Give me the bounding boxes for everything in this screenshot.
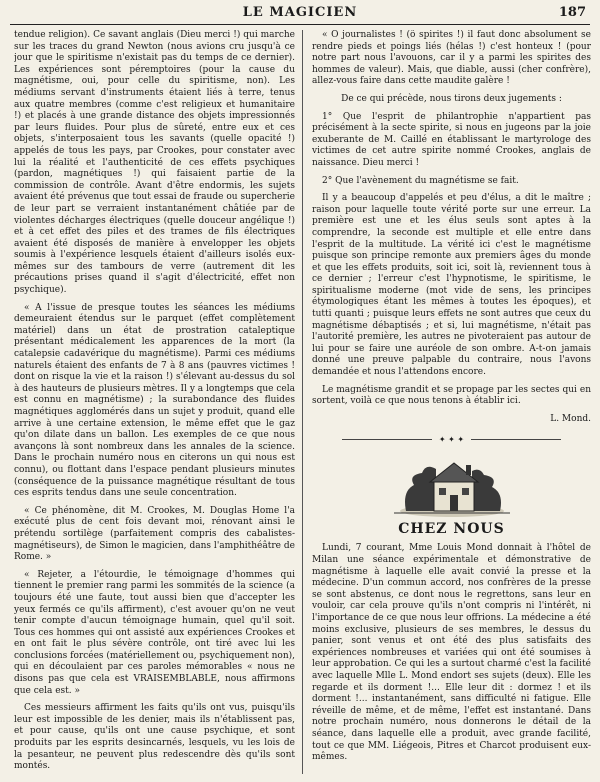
signature: L. Mond. xyxy=(550,413,591,424)
page-header xyxy=(0,0,600,26)
section-title: CHEZ NOUS xyxy=(398,521,505,538)
judgment-1: 1° Que l'esprit de philantrophie n'appartient pas précisément à la secte spirite, si nous en jugeons par la joie exuberante de M. Caillé en établissant le martyrologe des victimes de cet autre spirite nommé Crookes, anglais de naissance. Dieu merci ! xyxy=(312,111,591,168)
paragraph: Ces messieurs affirment les faits qu'ils ont vus, puisqu'ils leur est impossible de les denier, mais ils n'établissent pas, et pour cause, qu'ils ont une cause psychique, et sont produits par les esprits desincarnés, lesquels, vu les lois de la pesanteur, ne peuvent plus redescendre dès qu'ils sont montés. xyxy=(14,703,295,772)
column-separator xyxy=(302,30,303,774)
paragraph: Le magnétisme grandit et se propage par les sectes qui en sortent, voilà ce que nous tenons à établir ici. xyxy=(312,384,591,407)
judgments-lead: De ce qui précède, nous tirons deux jugements : xyxy=(341,93,562,104)
divider-ornament: ✦ ✦ ✦ xyxy=(438,435,465,445)
paragraph: « A l'issue de presque toutes les séances les médiums demeuraient étendus sur le parquet (effet complètement matériel) dans un état de prostration cataleptique présentant médicalement les apparences de la mort (la catalepsie cadavérique du magnétisme). Parmi ces médiums naturels étaient des enfants de 7 à 8 ans (pauvres victimes ! dont on risque la vie et la raison !) s'élevant au-dessus du sol à des hauteurs de plusieurs mètres. Il y a longtemps que cela est connu en magnétisme) ; la surabondance des fluides magnétiques agglomérés dans un sujet y produit, quand elle arrive à une certaine extension, le même effet que le gaz qu'on dilate dans un ballon. Les exemples de ce que nous avançons là sont nombreux dans les annales de la science. Dans le prochain numéro nous en citerons un qui nous est connu), ou flottant dans l'espace pendant plusieurs minutes (conséquence de la puissance magnétique résultant de tous ces esprits tendus dans une seule concentration. xyxy=(14,302,295,499)
journal-title: LE MAGICIEN xyxy=(242,5,358,20)
section-divider xyxy=(312,435,591,443)
paragraph: Lundi, 7 courant, Mme Louis Mond donnait à l'hôtel de Milan une séance expérimentale et démonstrative de magnétisme à laquelle elle avait convié la presse et la médecine. D'un commun accord, nos confrères de la presse se sont abstenus, ce dont nous le regrettons, sans leur en vouloir, car cela prouve qu'ils n'ont compris ni l'intérêt, ni l'importance de ce que nous leur offrions. La médecine a été moins exclusive, plusieurs de ses membres, le dessus du panier, sont venus et ont été des plus satisfaits des expériences nombreuses et variées qui ont été soumises à leur approbation. Ce qui les a surtout charmé c'est la facilité avec laquelle Mlle L. Mond endort ses sujets (deux). Elle les regarde et ils dorment !... Elle leur dit : dormez ! et ils dorment !... instantanément, sans difficulté ni fatigue. Elle réveille de même, et de même, l'effet est instantané. Dans notre prochain numéro, nous donnerons le détail de la séance, dans laquelle elle a produit, avec grande facilité, tout ce que MM. Liégeois, Pitres et Charcot produisent eux-mêmes. xyxy=(312,543,591,763)
right-column xyxy=(312,30,591,774)
judgment-2: 2° Que l'avènement du magnétisme se fait. xyxy=(322,175,519,186)
divider-line xyxy=(471,439,561,440)
divider-line xyxy=(342,439,432,440)
paragraph: « Ce phénomène, dit M. Crookes, M. Douglas Home l'a exécuté plus de cent fois devant moi, rénovant ainsi le prétendu sortilège (parfaitement compris des cabalistes-magnétiseurs), de Simon le magicien, dans l'amphithéâtre de Rome. » xyxy=(14,505,295,563)
paragraph: « Rejeter, a l'étourdie, le témoignage d'hommes qui tiennent le premier rang parmi les sommités de la science (a toujours été une faute, tout aussi bien que d'accepter les yeux fermés ce qu'ils affirment), c'est avouer qu'on ne veut tenir compte d'aucun témoignage humain, quel qu'il soit. Tous ces hommes qui ont assisté aux expériences Crookes et en ont fait le plus sévère contrôle, ont tiré avec lui les conclusions forcées (matériellement ou, psychiquement non), qui en découlaient par ces paroles mémorables « nous ne disons pas que cela est VRAISEMBLABLE, nous affirmons que cela est. » xyxy=(14,569,295,696)
paragraph: « O journalistes ! (ô spirites !) il faut donc absolument se rendre pieds et poings liés (hélas !) c'est honteux ! (pour notre part nous l'avouons, car il y a parmi les spirites des hommes de valeur). Mais, que diable, aussi (cher confrère), allez-vous faire dans cette maudite galère ! xyxy=(312,30,591,87)
header-rule xyxy=(10,24,590,25)
page-number: 187 xyxy=(558,5,586,20)
house-vignette-illustration xyxy=(392,451,512,519)
paragraph: Il y a beaucoup d'appelés et peu d'élus, a dit le maître ; raison pour laquelle toute vérité porte sur une erreur. La première est une et les élus seuls sont aptes à la comprendre, la seconde est multiple et elle entre dans l'esprit de la multitude. La vérité ici c'est le magnétisme puisque son principe remonte aux premiers âges du monde et que les effets produits, soit ici, soit là, reviennent tous à ce dernier ; l'erreur c'est l'hypnotisme, le spiritisme, le spiritualisme moderne (mot vide de sens, les principes étymologiques étant les mêmes à toutes les époques), et tutti quanti ; puisque leurs effets ne sont autres que ceux du magnétisme débaptisés ; et si, lui magnétisme, n'était pas l'autorité première, les autres ne pivoteraient pas autour de lui pour se faire une auréole de son ombre. A-t-on jamais donné une preuve palpable du contraire, nous l'avons demandée et nous l'attendons encore. xyxy=(312,193,591,378)
left-column xyxy=(14,30,295,774)
paragraph: tendue religion). Ce savant anglais (Dieu merci !) qui marche sur les traces du grand Newton (nous avions cru jusqu'à ce jour que le spiritisme n'existait pas du temps de ce dernier). Les expériences sont péremptoires (pour la cause du magnétisme, oui, pour celle du spiritisme, non). Les médiums servant d'instruments étaient liés à terre, tenus aux quatre membres (comme c'est religieux et humanitaire !) et placés à une grande distance des objets impressionnés par leurs fluides. Pour plus de sûreté, entre eux et ces objets, s'interposaient tous les savants (quelle opacité !) appelés de tous les pays, par Crookes, pour constater avec lui la réalité et l'authenticité de ces effets psychiques (pardon, magnétiques !) qui faisaient partie de la commission de contrôle. Avant d'être endormis, les sujets avaient été prévenus que tout essai de fraude ou supercherie de leur part se verraient instantanément châtiée par de violentes décharges électriques (quelle douceur angélique !) et à cet effet des piles et des trames de fils électriques avaient été disposés de manière à envelopper les objets soumis à l'expérience lesquels étaient d'ailleurs isolés eux-mêmes sur des tambours de verre (autrement dit les précautions prises quand il s'agit d'électricité, effet non psychique). xyxy=(14,30,295,296)
